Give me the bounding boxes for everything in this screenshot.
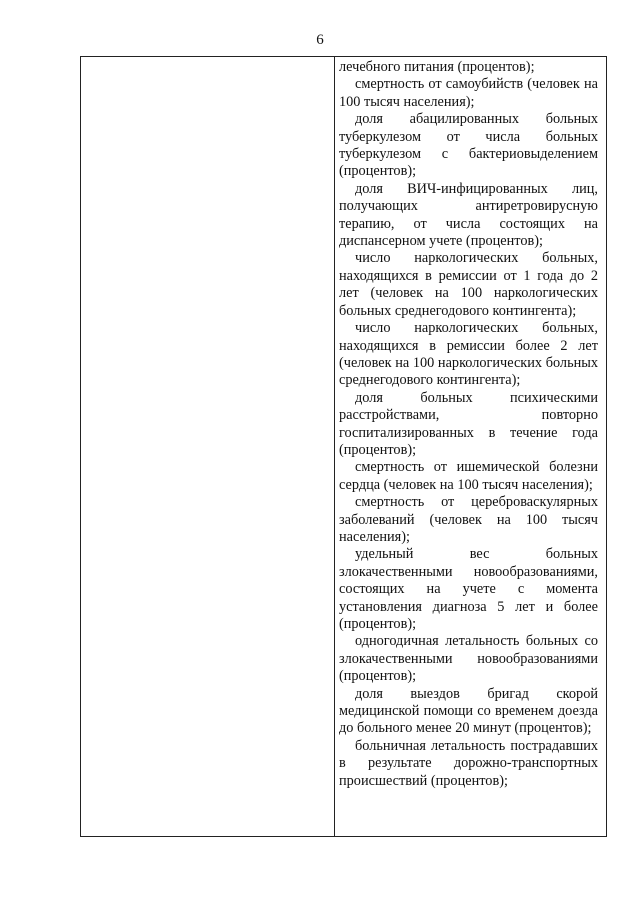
indicator-item-remission-1-2-years: число наркологических больных, находящихся в ремиссии от 1 года до 2 лет (человек на 100 наркологических больных среднегодового контингента); <box>339 250 598 319</box>
indicator-item-cerebrovascular-mortality: смертность от цереброваскулярных заболеваний (человек на 100 тысяч населения); <box>339 494 598 545</box>
indicator-item-ambulance-20-minutes: доля выездов бригад скорой медицинской помощи со временем доезда до больного менее 20 минут (процентов); <box>339 685 598 737</box>
indicator-item-remission-over-2-years: число наркологических больных, находящихся в ремиссии более 2 лет (человек на 100 наркологических больных среднегодового контингента); <box>339 320 598 389</box>
indicator-item-psychiatric-rehospitalization: доля больных психическими расстройствами, повторно госпитализированных в течение года (процентов); <box>339 389 598 458</box>
indicator-item-tuberculosis: доля абацилированных больных туберкулезом от числа больных туберкулезом с бактериовыделением (процентов); <box>339 111 598 180</box>
page-number: 6 <box>316 32 324 48</box>
indicator-item-continuation: лечебного питания (процентов); <box>339 59 535 75</box>
indicator-table <box>80 56 607 837</box>
indicator-item-oncology-one-year-lethality: одногодичная летальность больных со злокачественными новообразованиями (процентов); <box>339 633 598 685</box>
indicator-item-road-accident-lethality: больничная летальность пострадавших в результате дорожно-транспортных происшествий (процентов); <box>339 737 598 789</box>
indicator-item-oncology-5-years: удельный вес больных злокачественными новообразованиями, состоящих на учете с момента установления диагноза 5 лет и более (процентов); <box>339 546 598 632</box>
indicator-item-ischemic-mortality: смертность от ишемической болезни сердца (человек на 100 тысяч населения); <box>339 459 598 493</box>
table-right-cell <box>339 59 598 790</box>
indicator-item-hiv-therapy: доля ВИЧ-инфицированных лиц, получающих антиретровирусную терапию, от числа состоящих на диспансерном учете (процентов); <box>339 180 598 250</box>
indicator-item-suicide-mortality: смертность от самоубийств (человек на 100 тысяч населения); <box>339 76 598 110</box>
column-divider <box>334 57 335 836</box>
table-left-cell-empty <box>81 57 334 836</box>
